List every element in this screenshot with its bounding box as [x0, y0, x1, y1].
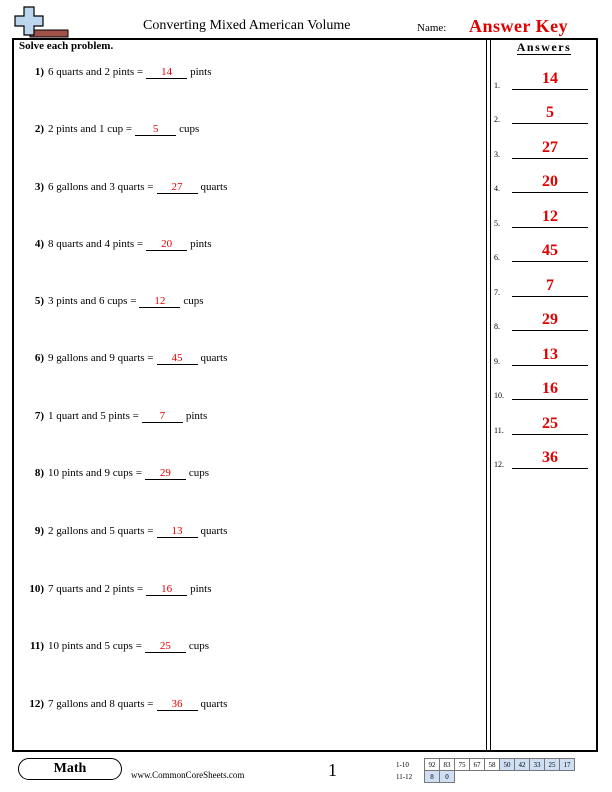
score-cell-empty — [545, 771, 560, 783]
answer-slot-12 — [494, 449, 594, 469]
math-badge: Math — [18, 758, 122, 780]
answer-slot-10 — [494, 380, 594, 400]
answer-blank: 7 — [142, 411, 183, 423]
problem-number: 1) — [34, 66, 44, 78]
problem-1 — [18, 66, 212, 79]
answer-blank: 29 — [145, 468, 186, 480]
score-row-label: 1-10 — [396, 760, 409, 769]
answer-number: 6. — [494, 253, 500, 262]
problem-unit: quarts — [200, 525, 228, 537]
column-divider — [486, 38, 487, 750]
answer-slot-4 — [494, 173, 594, 193]
answer-line — [512, 123, 588, 124]
answer-line — [512, 89, 588, 90]
problem-number: 3) — [34, 181, 44, 193]
problem-unit: cups — [183, 295, 204, 307]
answer-line — [512, 330, 588, 331]
answer-key-label: Answer Key — [469, 16, 569, 36]
score-cell-empty — [455, 771, 470, 783]
answer-blank: 45 — [157, 353, 198, 365]
answer-number: 11. — [494, 426, 504, 435]
answer-number: 7. — [494, 288, 500, 297]
score-cell: 75 — [455, 759, 470, 771]
answer-line — [512, 227, 588, 228]
problem-text: 3 pints and 6 cups = — [48, 295, 137, 307]
problem-number: 10) — [29, 583, 44, 595]
score-row-1-10 — [396, 759, 575, 771]
problem-10 — [18, 583, 212, 596]
answer-blank: 12 — [139, 296, 180, 308]
answer-blank: 36 — [157, 699, 198, 711]
problem-text: 6 quarts and 2 pints = — [48, 66, 144, 78]
problem-unit: pints — [190, 583, 212, 595]
answer-value: 20 — [542, 173, 558, 190]
answer-slot-11 — [494, 415, 594, 435]
problem-text: 2 pints and 1 cup = — [48, 123, 133, 135]
problem-4 — [18, 238, 212, 251]
answer-slot-2 — [494, 104, 594, 124]
score-cell: 33 — [530, 759, 545, 771]
problem-text: 10 pints and 9 cups = — [48, 467, 142, 479]
score-row-label: 11-12 — [396, 772, 413, 781]
frame-bottom-border — [12, 750, 598, 752]
frame-left-border — [12, 38, 14, 750]
website-url: www.CommonCoreSheets.com — [131, 770, 245, 780]
answer-number: 5. — [494, 219, 500, 228]
problem-unit: quarts — [200, 181, 228, 193]
problem-unit: pints — [185, 410, 208, 422]
score-cell-empty — [485, 771, 500, 783]
problem-text: 10 pints and 5 cups = — [48, 640, 142, 652]
problem-6 — [18, 352, 227, 365]
score-cell-empty — [500, 771, 515, 783]
answer-value: 14 — [542, 70, 558, 87]
page-number: 1 — [328, 760, 337, 780]
score-cell: 0 — [440, 771, 455, 783]
score-cell: 50 — [500, 759, 515, 771]
problem-2 — [18, 123, 199, 136]
problem-unit: pints — [190, 66, 212, 78]
problem-number: 5) — [34, 295, 44, 307]
answer-blank: 5 — [135, 124, 176, 136]
problem-number: 8) — [34, 467, 44, 479]
problem-unit: cups — [188, 640, 210, 652]
score-row-11-12 — [396, 771, 575, 783]
answer-slot-5 — [494, 208, 594, 228]
answer-slot-6 — [494, 242, 594, 262]
problem-number: 12) — [29, 698, 44, 710]
score-cell: 92 — [425, 759, 440, 771]
answer-blank: 25 — [145, 641, 186, 653]
problem-unit: pints — [190, 238, 212, 250]
score-cell: 8 — [425, 771, 440, 783]
problem-text: 6 gallons and 3 quarts = — [48, 181, 154, 193]
score-cell: 42 — [515, 759, 530, 771]
answer-value: 27 — [542, 139, 558, 156]
answer-slot-3 — [494, 139, 594, 159]
answer-value: 36 — [542, 449, 558, 466]
answer-value: 7 — [546, 277, 554, 294]
problem-text: 8 quarts and 4 pints = — [48, 238, 144, 250]
problem-7 — [18, 410, 207, 423]
problem-9 — [18, 525, 227, 538]
answer-value: 45 — [542, 242, 558, 259]
answer-number: 3. — [494, 150, 500, 159]
problem-text: 2 gallons and 5 quarts = — [48, 525, 154, 537]
problem-11 — [18, 640, 209, 653]
answer-line — [512, 261, 588, 262]
answer-value: 16 — [542, 380, 558, 397]
problem-unit: quarts — [200, 698, 228, 710]
score-cell: 17 — [560, 759, 575, 771]
score-cell-empty — [470, 771, 485, 783]
problem-text: 7 quarts and 2 pints = — [48, 583, 144, 595]
score-cell-empty — [530, 771, 545, 783]
problem-unit: cups — [179, 123, 200, 135]
answer-number: 9. — [494, 357, 500, 366]
instructions: Solve each problem. — [19, 40, 114, 52]
problem-unit: cups — [188, 467, 210, 479]
problem-number: 4) — [34, 238, 44, 250]
answer-blank: 16 — [146, 584, 187, 596]
answer-value: 13 — [542, 346, 558, 363]
answer-line — [512, 468, 588, 469]
answer-number: 1. — [494, 81, 500, 90]
answer-slot-8 — [494, 311, 594, 331]
problem-8 — [18, 467, 209, 480]
answer-line — [512, 192, 588, 193]
answer-number: 10. — [494, 391, 504, 400]
problem-text: 9 gallons and 9 quarts = — [48, 352, 154, 364]
answer-number: 4. — [494, 184, 500, 193]
answer-value: 5 — [546, 104, 554, 121]
problem-text: 7 gallons and 8 quarts = — [48, 698, 154, 710]
problem-unit: quarts — [200, 352, 228, 364]
answer-slot-1 — [494, 70, 594, 90]
problem-number: 11) — [29, 640, 44, 652]
answer-slot-7 — [494, 277, 594, 297]
worksheet-title: Converting Mixed American Volume — [143, 18, 351, 33]
score-table — [396, 758, 575, 783]
score-cell-empty — [515, 771, 530, 783]
answers-heading — [492, 40, 596, 55]
answer-blank: 14 — [146, 67, 187, 79]
answer-line — [512, 296, 588, 297]
score-cell: 25 — [545, 759, 560, 771]
answer-line — [512, 365, 588, 366]
problem-5 — [18, 295, 204, 308]
name-label: Name: — [417, 22, 447, 34]
answer-number: 2. — [494, 115, 500, 124]
answer-value: 29 — [542, 311, 558, 328]
problem-12 — [18, 698, 227, 711]
answer-value: 25 — [542, 415, 558, 432]
answer-number: 8. — [494, 322, 500, 331]
problem-number: 6) — [34, 352, 44, 364]
column-divider — [490, 38, 491, 750]
score-cell: 67 — [470, 759, 485, 771]
problem-number: 2) — [34, 123, 44, 135]
problem-3 — [18, 181, 227, 194]
answer-line — [512, 434, 588, 435]
answer-blank: 27 — [157, 182, 198, 194]
score-cell: 83 — [440, 759, 455, 771]
answer-blank: 13 — [157, 526, 198, 538]
answer-line — [512, 399, 588, 400]
answer-number: 12. — [494, 460, 504, 469]
answers-heading-text: Answers — [516, 40, 572, 54]
answer-line — [512, 158, 588, 159]
problem-number: 9) — [34, 525, 44, 537]
frame-right-border — [596, 38, 598, 750]
score-cell-empty — [560, 771, 575, 783]
problem-text: 1 quart and 5 pints = — [48, 410, 139, 422]
plus-logo-icon — [12, 6, 70, 38]
problem-number: 7) — [34, 410, 44, 422]
score-cell: 58 — [485, 759, 500, 771]
answer-blank: 20 — [146, 239, 187, 251]
answer-slot-9 — [494, 346, 594, 366]
answer-value: 12 — [542, 208, 558, 225]
